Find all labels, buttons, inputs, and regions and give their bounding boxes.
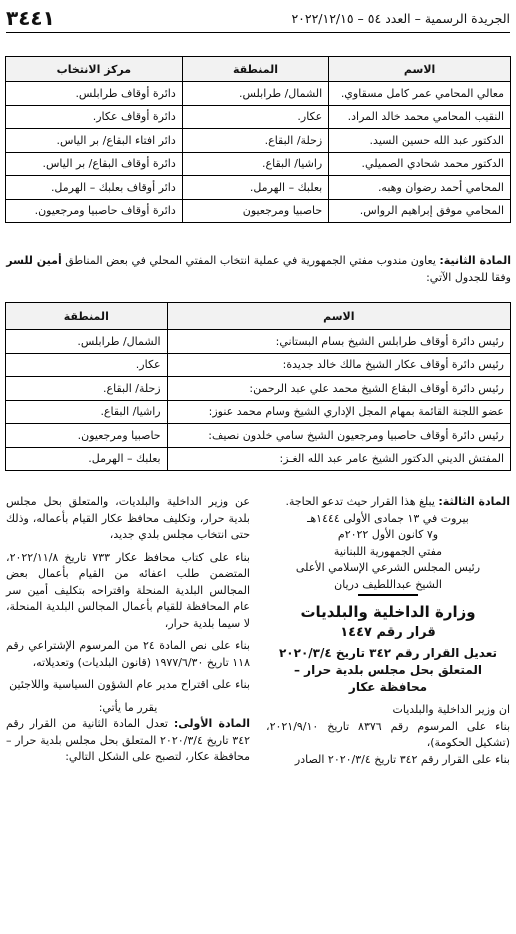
decree-subject-2: المتعلق بحل مجلس بلدية حرار – — [294, 663, 482, 677]
column-header-name: الاسم — [329, 57, 511, 82]
secretaries-table — [5, 302, 511, 471]
article-1-text: تعدل المادة الثانية من القرار رقم ٣٤٢ تاريخ ٢٠٢٠/٣/٤ المتعلق بحل مجلس بلدية حرار – محافظة عكار، لتصبح على الشكل التالي: — [6, 717, 251, 763]
decides-line: يقرر ما يأتي: — [98, 700, 158, 714]
cell-name: المحامي موفق إبراهيم الرواس. — [329, 199, 511, 223]
table-row — [6, 152, 511, 176]
article-1-label: المادة الأولى: — [173, 717, 250, 730]
article-2-label: المادة الثانية: — [439, 254, 511, 267]
article-3 — [266, 494, 510, 511]
decree-subject-3: محافظة عكار — [348, 680, 428, 694]
decree-title: قرار رقم ١٤٤٧ — [340, 624, 436, 640]
page-number: ٣٤٤١ — [6, 6, 55, 30]
cell-region: حاصبيا ومرجعيون. — [6, 424, 168, 448]
cell-center: دائرة أوقاف عكار. — [6, 105, 183, 129]
cell-name: رئيس دائرة أوقاف طرابلس الشيخ بسام البستاني: — [167, 330, 510, 354]
article-3-text: يبلغ هذا القرار حيث تدعو الحاجة. — [285, 495, 439, 508]
cell-region: زحلة/ البقاع. — [182, 129, 328, 153]
article-3-label: المادة الثالثة: — [438, 495, 510, 508]
cell-name: النقيب المحامي محمد خالد المراد. — [329, 105, 511, 129]
observers-table — [5, 56, 511, 223]
column-header-region: المنطقة — [6, 303, 168, 330]
article-2 — [5, 252, 511, 286]
decree-subject-1: تعديل القرار رقم ٣٤٢ تاريخ ٢٠٢٠/٣/٤ — [278, 646, 498, 660]
article-1 — [6, 716, 250, 766]
article-2-emphasis: أمين للسر — [6, 254, 62, 267]
cell-name: رئيس دائرة أوقاف حاصبيا ومرجعيون الشيخ سامي خلدون نصيف: — [167, 424, 510, 448]
column-header-name: الاسم — [167, 303, 510, 330]
table-row — [6, 424, 511, 448]
table-row — [6, 447, 511, 471]
cell-name: الدكتور محمد شحادي الصميلي. — [329, 152, 511, 176]
cell-region: راشيا/ البقاع. — [6, 400, 168, 424]
cell-center: دائرة أوقاف البقاع/ بر الياس. — [6, 152, 183, 176]
cell-name: معالي المحامي عمر كامل مسقاوي. — [329, 82, 511, 106]
cell-region: عكار. — [182, 105, 328, 129]
column-header-center: مركز الانتخاب — [6, 57, 183, 82]
article-2-line — [5, 252, 511, 269]
cell-name: المفتش الديني الدكتور الشيخ عامر عبد الله الغـز: — [167, 447, 510, 471]
paragraph-4: بناء على اقتراح مدير عام الشؤون السياسية واللاجئين — [9, 678, 250, 691]
basis-decree: بناء على المرسوم رقم ٨٣٧٦ تاريخ ٢٠٢١/٩/١٠، (تشكيل الحكومة)، — [266, 719, 511, 749]
table-row — [6, 199, 511, 223]
basis-decision: بناء على القرار رقم ٣٤٢ تاريخ ٢٠٢٠/٣/٤ الصادر — [294, 752, 510, 766]
cell-center: دائر أوقاف بعلبك – الهرمل. — [6, 176, 183, 200]
cell-region: راشيا/ البقاع. — [182, 152, 328, 176]
cell-center: دائرة أوقاف حاصبيا ومرجعيون. — [6, 199, 183, 223]
article-2-continuation: وفقا للجدول الآتي: — [426, 271, 511, 284]
cell-region: عكار. — [6, 353, 168, 377]
paragraph-2: بناء على كتاب محافظ عكار ٧٣٣ تاريخ ٢٠٢٢/١١/٨، المتضمن طلب اعفائه من القيام بأعمال بعض المجالس البلدية المنحلة واقتراحه بتكليف أمين سر عام المحافظة للقيام بأعمال المجالس البلدية المنحلة، لا سيما بلدية حرار، — [6, 550, 250, 630]
signatory-title-2: رئيس المجلس الشرعي الإسلامي الأعلى — [295, 561, 481, 574]
table-row — [6, 330, 511, 354]
page-header — [6, 4, 510, 33]
cell-name: رئيس دائرة أوقاف البقاع الشيخ محمد علي عبد الرحمن: — [167, 377, 510, 401]
column-header-region: المنطقة — [182, 57, 328, 82]
paragraph-1: عن وزير الداخلية والبلديات، والمتعلق بحل مجلس بلدية حرار، وتكليف محافظ عكار القيام بأعماله، وذلك حتى انتخاب مجلس بلدي جديد، — [6, 495, 250, 541]
cell-region: الشمال/ طرابلس. — [6, 330, 168, 354]
cell-name: عضو اللجنة القائمة بمهام المجل الإداري الشيخ وسام محمد عنوز: — [167, 400, 510, 424]
cell-region: بعلبك – الهرمل. — [6, 447, 168, 471]
table-row — [6, 82, 511, 106]
gazette-title: الجريدة الرسمية – العدد ٥٤ – ٢٠٢٢/١٢/١٥ — [291, 10, 510, 26]
date-hijri: بيروت في ١٣ جمادى الأولى ١٤٤٤هـ — [307, 511, 469, 525]
cell-region: بعلبك – الهرمل. — [182, 176, 328, 200]
table-header-row — [6, 57, 511, 82]
cell-name: المحامي أحمد رضوان وهبه. — [329, 176, 511, 200]
left-column — [6, 494, 250, 766]
cell-name: رئيس دائرة أوقاف عكار الشيخ مالك خالد جديدة: — [167, 353, 510, 377]
ministry-title: وزارة الداخلية والبلديات — [300, 603, 476, 621]
cell-region: حاصبيا ومرجعيون — [182, 199, 328, 223]
signatory-name: الشيخ عبداللطيف دريان — [334, 577, 442, 591]
right-column — [266, 494, 510, 768]
paragraph-3: بناء على نص المادة ٢٤ من المرسوم الإشتراعي رقم ١١٨ تاريخ ١٩٧٧/٦/٣٠ (قانون البلديات) وتعديلاته، — [6, 639, 250, 669]
cell-name: الدكتور عبد الله حسين السيد. — [329, 129, 511, 153]
minister-line: ان وزير الداخلية والبلديات — [392, 703, 510, 716]
cell-center: دائرة أوقاف طرابلس. — [6, 82, 183, 106]
table-row — [6, 176, 511, 200]
table-row — [6, 353, 511, 377]
table-row — [6, 377, 511, 401]
cell-region: زحلة/ البقاع. — [6, 377, 168, 401]
signatory-title-1: مفتي الجمهورية اللبنانية — [333, 544, 443, 558]
signature-divider — [358, 594, 418, 596]
table-row — [6, 129, 511, 153]
table-header-row — [6, 303, 511, 330]
cell-region: الشمال/ طرابلس. — [182, 82, 328, 106]
date-gregorian: و٧ كانون الأول ٢٠٢٢م — [337, 528, 439, 541]
article-2-text: يعاون مندوب مفتي الجمهورية في عملية انتخاب المفتي المحلي في بعض المناطق — [61, 254, 440, 267]
table-row — [6, 400, 511, 424]
cell-center: دائر افتاء البقاع/ بر الياس. — [6, 129, 183, 153]
table-row — [6, 105, 511, 129]
